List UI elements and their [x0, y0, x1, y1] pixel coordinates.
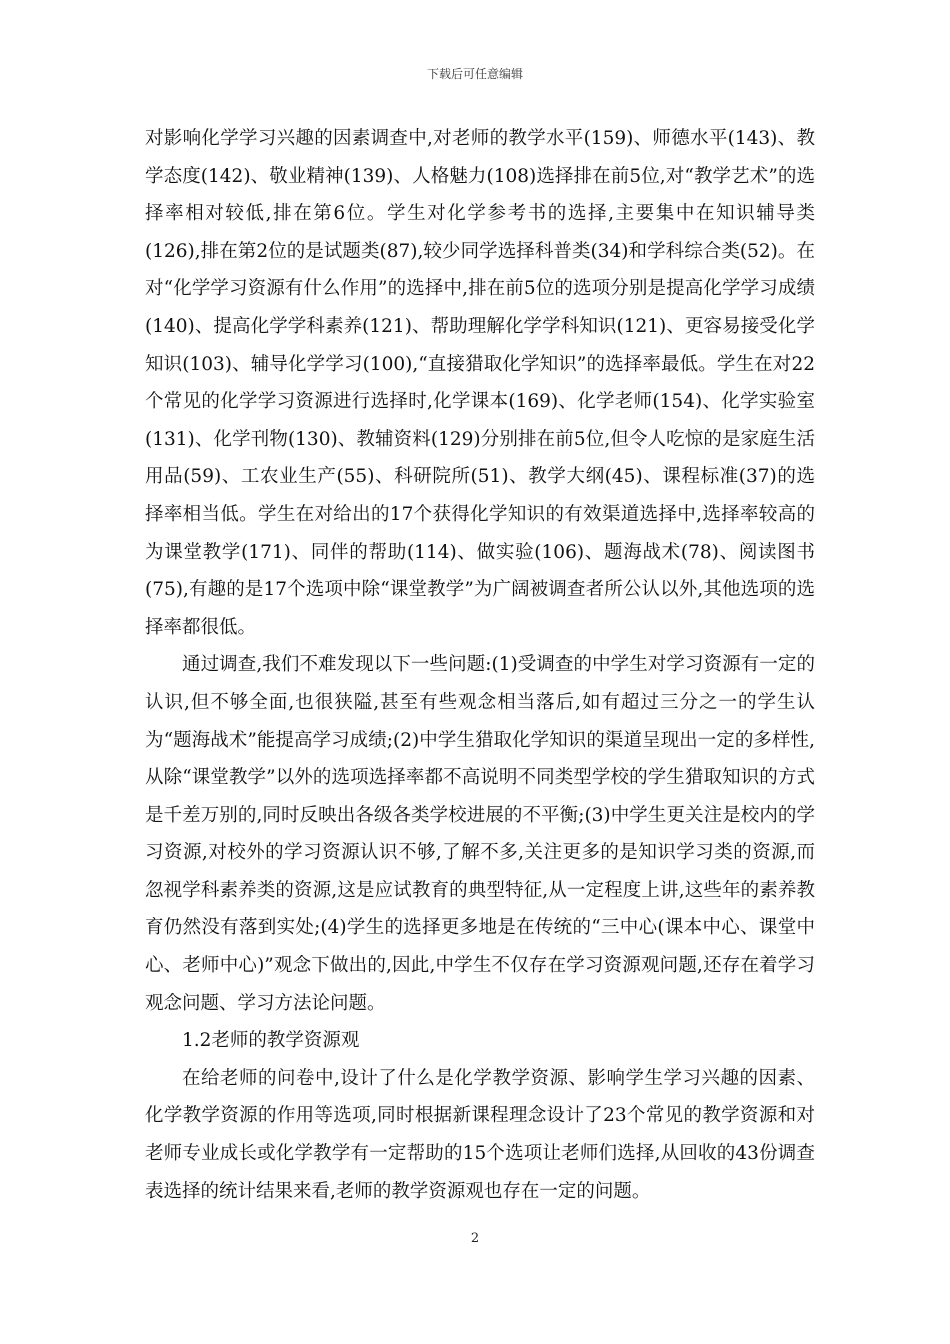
paragraph-survey-results: 对影响化学学习兴趣的因素调查中,对老师的教学水平(159)、师德水平(143)、教学态度(142)、敬业精神(139)、人格魅力(108)选择排在前5位,对“教学艺术”的选择率相对较低,排在第6位。学生对化学参考书的选择,主要集中在知识辅导类(126),排在第2位的是试题类(87),较少同学选择科普类(34)和学科综合类(52)。在对“化学学习资源有什么作用”的选择中,排在前5位的选项分别是提高化学学习成绩(140)、提高化学学科素养(121)、帮助理解化学学科知识(121)、更容易接受化学知识(103)、辅导化学学习(100),“直接猎取化学知识”的选择率最低。学生在对22个常见的化学学习资源进行选择时,化学课本(169)、化学老师(154)、化学实验室(131)、化学刊物(130)、教辅资料(129)分别排在前5位,但令人吃惊的是家庭生活用品(59)、工农业生产(55)、科研院所(51)、教学大纲(45)、课程标准(37)的选择率相当低。学生在对给出的17个获得化学知识的有效渠道选择中,选择率较高的为课堂教学(171)、同伴的帮助(114)、做实验(106)、题海战术(78)、阅读图书(75),有趣的是17个选项中除“课堂教学”为广阔被调查者所公认以外,其他选项的选择率都很低。 [145, 128, 815, 638]
section-heading-teacher-resource-view: 1.2老师的教学资源观 [182, 1030, 360, 1052]
document-body [145, 120, 815, 1210]
page-number: 2 [470, 1231, 480, 1246]
paragraph-teacher-questionnaire: 在给老师的问卷中,设计了什么是化学教学资源、影响学生学习兴趣的因素、化学教学资源的作用等选项,同时根据新课程理念设计了23个常见的教学资源和对老师专业成长或化学教学有一定帮助的15个选项让老师们选择,从回收的43份调查表选择的统计结果来看,老师的教学资源观也存在一定的问题。 [145, 1067, 815, 1202]
paragraph-problems-found: 通过调查,我们不难发现以下一些问题:(1)受调查的中学生对学习资源有一定的认识,但不够全面,也很狭隘,甚至有些观念相当落后,如有超过三分之一的学生认为“题海战术”能提高学习成绩;(2)中学生猎取化学知识的渠道呈现出一定的多样性,从除“课堂教学”以外的选项选择率都不高说明不同类型学校的学生猎取知识的方式是千差万别的,同时反映出各级各类学校进展的不平衡;(3)中学生更关注是校内的学习资源,对校外的学习资源认识不够,了解不多,关注更多的是知识学习类的资源,而忽视学科素养类的资源,这是应试教育的典型特征,从一定程度上讲,这些年的素养教育仍然没有落到实处;(4)学生的选择更多地是在传统的“三中心(课本中心、课堂中心、老师中心)”观念下做出的,因此,中学生不仅存在学习资源观问题,还存在着学习观念问题、学习方法论问题。 [145, 654, 815, 1014]
page-header: 下载后可任意编辑 [426, 67, 523, 81]
